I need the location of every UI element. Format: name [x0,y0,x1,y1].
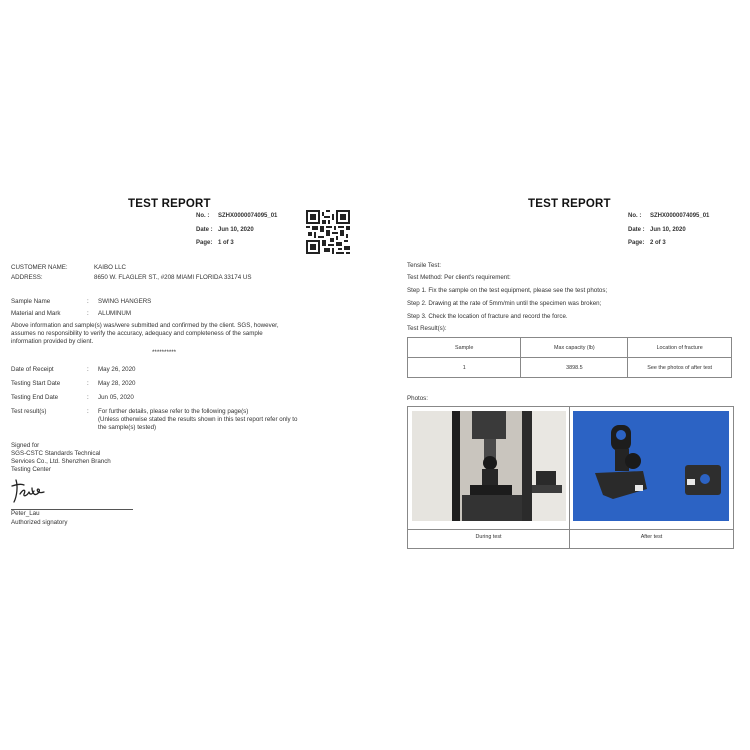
table-header: Location of fracture [628,338,732,358]
results-table [407,337,732,378]
page-title: TEST REPORT [528,198,611,210]
start-date: May 28, 2020 [98,380,136,387]
sample-name-label: Sample Name [11,298,51,305]
signed-line: Services Co., Ltd. Shenzhen Branch [11,458,111,465]
colon: : [87,298,89,305]
test-result-line: For further details, please refer to the following page(s) [98,408,249,415]
colon: : [87,408,89,415]
table-cell: See the photos of after test [628,358,732,378]
signer-title: Authorized signatory [11,519,68,526]
method-line: Step 2. Drawing at the rate of 5mm/min until the specimen was broken; [407,300,602,307]
test-result-line: the sample(s) tested) [98,424,157,431]
test-result-line: (Unless otherwise stated the results shown in this test report refer only to [98,416,298,423]
method-line: Step 3. Check the location of fracture and record the force. [407,313,568,320]
signature-icon [10,476,50,506]
report-page-2 [378,0,750,750]
signer-name: Peter_Lau [11,510,40,517]
report-date: Date : Jun 10, 2020 [196,227,254,233]
caption-after-test: After test [640,534,663,540]
customer-name-label: CUSTOMER NAME: [11,264,68,271]
sample-name: SWING HANGERS [98,298,152,305]
signed-line: Testing Center [11,466,51,473]
colon: : [87,380,89,387]
colon: : [87,366,89,373]
end-date-label: Testing End Date [11,394,59,401]
results-label: Test Result(s): [407,325,447,332]
statement-line: Above information and sample(s) was/were submitted and confirmed by the client. SGS, however, [11,322,279,329]
customer-name: KAIBO LLC [94,264,126,271]
table-cell: 1 [408,358,521,378]
divider [569,407,570,548]
report-number: No. : SZHX0000074095_01 [196,213,278,219]
photo-during-test [412,411,566,521]
signed-line: Signed for [11,442,40,449]
material: ALUMINUM [98,310,132,317]
method-line: Test Method: Per client's requirement: [407,274,511,281]
method-line: Tensile Test: [407,262,441,269]
qr-code-icon [306,210,350,254]
start-date-label: Testing Start Date [11,380,61,387]
table-header-row [408,338,732,358]
table-header: Max capacity (lb) [521,338,628,358]
report-number: No. : SZHX0000074095_01 [628,213,710,219]
address: 8650 W. FLAGLER ST., #208 MIAMI FLORIDA 33174 US [94,274,252,281]
table-cell: 3898.5 [521,358,628,378]
table-row [408,358,732,378]
statement-line: assumes no responsibility to verify the accuracy, adequacy and completeness of the sample [11,330,263,337]
end-date: Jun 05, 2020 [98,394,134,401]
address-label: ADDRESS: [11,274,43,281]
caption-during-test: During test [475,534,502,540]
page-title: TEST REPORT [128,198,211,210]
signed-line: SGS-CSTC Standards Technical [11,450,101,457]
photos-panel [407,406,734,549]
material-label: Material and Mark [11,310,61,317]
receipt-date: May 26, 2020 [98,366,136,373]
photo-after-test [573,411,729,521]
divider [408,529,733,530]
statement-line: information provided by client. [11,338,94,345]
colon: : [87,310,89,317]
report-date: Date : Jun 10, 2020 [628,227,686,233]
colon: : [87,394,89,401]
report-page-number: Page: 2 of 3 [628,240,666,246]
report-page-1 [0,0,372,750]
receipt-date-label: Date of Receipt [11,366,54,373]
test-result-label: Test result(s) [11,408,47,415]
photos-label: Photos: [407,395,428,402]
method-line: Step 1. Fix the sample on the test equipment, please see the test photos; [407,287,608,294]
table-header: Sample [408,338,521,358]
report-page-number: Page: 1 of 3 [196,240,234,246]
separator: ********** [152,349,177,356]
